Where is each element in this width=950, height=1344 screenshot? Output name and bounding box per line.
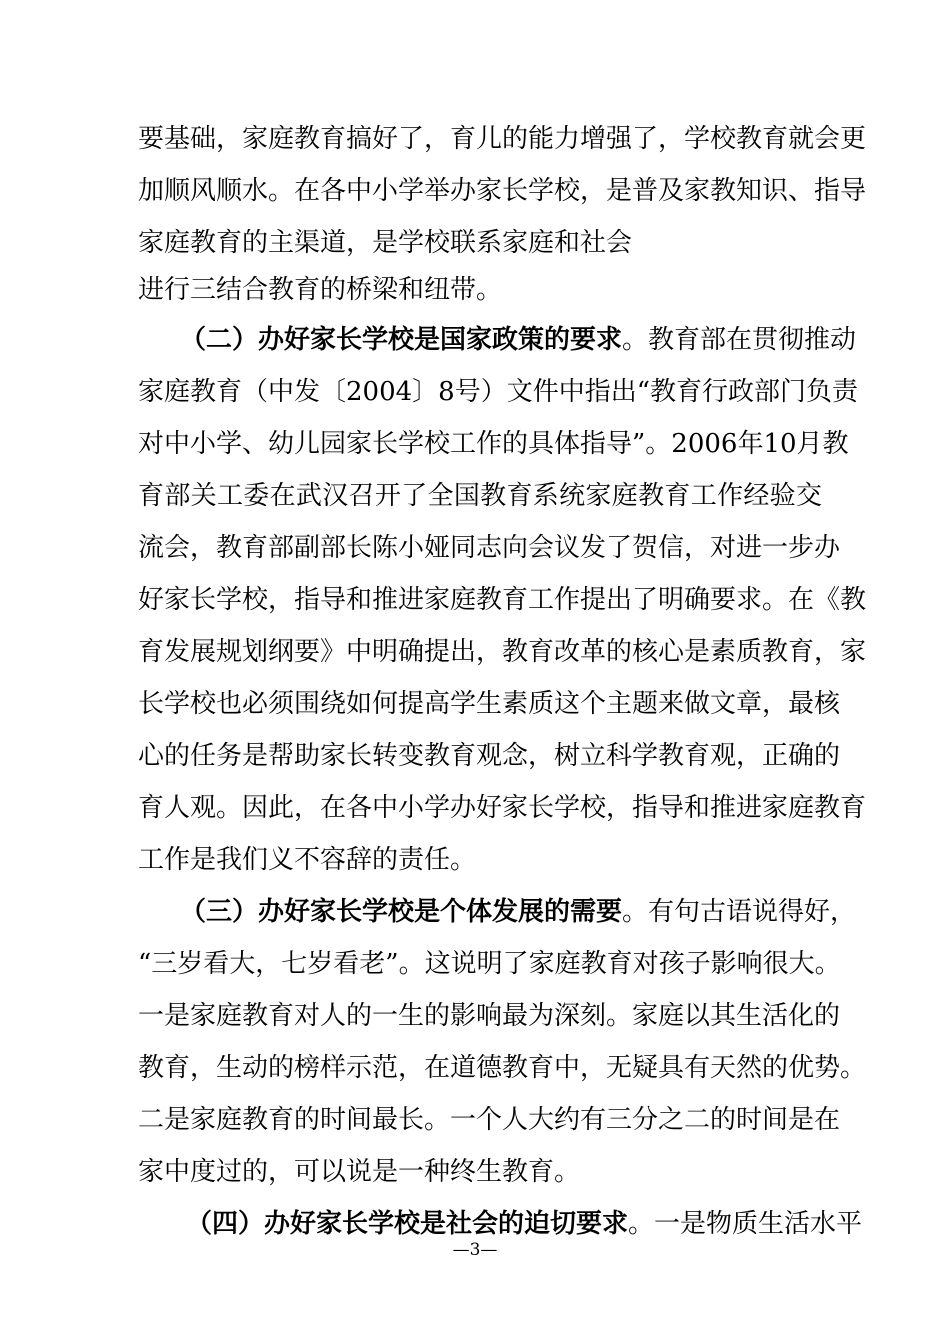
line-text: 二是家庭教育的时间最长。一个人大约有三分之二的时间是在 — [138, 1105, 841, 1135]
line-text: 育发展规划纲要》中明确提出，教育改革的核心是素质教育，家 — [138, 637, 867, 667]
line-text: 一是家庭教育对人的一生的影响最为深刻。家庭以其生活化的 — [138, 1001, 841, 1031]
body-line — [138, 626, 867, 678]
line-text: 好家长学校，指导和推进家庭教育工作提出了明确要求。在《教 — [138, 585, 867, 615]
section-heading-line — [180, 314, 857, 366]
line-text: 家庭教育（中发〔2004〕8号）文件中指出“教育行政部门负责 — [138, 377, 859, 407]
line-text: 心的任务是帮助家长转变教育观念，树立科学教育观，正确的 — [138, 741, 841, 771]
line-text: 流会，教育部副部长陈小娅同志向会议发了贺信，对进一步办 — [138, 533, 841, 563]
body-line — [138, 522, 841, 574]
body-line — [138, 470, 822, 522]
body-line — [138, 165, 867, 217]
body-line — [138, 730, 841, 782]
line-text: 。教育部在贯彻推动 — [622, 325, 857, 355]
line-text: 。一是物质生活水平 — [628, 1209, 863, 1239]
line-text: 家庭教育的主渠道，是学校联系家庭和社会 — [138, 228, 633, 258]
line-text: 。有句古语说得好， — [622, 897, 857, 927]
body-line — [138, 938, 841, 990]
body-line — [138, 678, 841, 730]
line-text: 育部关工委在武汉召开了全国教育系统家庭教育工作经验交 — [138, 481, 822, 511]
body-line — [138, 782, 867, 834]
body-line — [138, 1094, 841, 1146]
body-line — [138, 217, 822, 269]
section-heading-2: （二）办好家长学校是国家政策的要求 — [180, 325, 623, 355]
body-line — [138, 418, 849, 470]
line-text: 育人观。因此，在各中小学办好家长学校，指导和推进家庭教育 — [138, 793, 867, 823]
line-text: 要基础，家庭教育搞好了，育儿的能力增强了，学校教育就会更 — [138, 124, 867, 154]
line-text: 长学校也必须围绕如何提高学生素质这个主题来做文章，最核 — [138, 689, 841, 719]
line-text: 工作是我们义不容辞的责任。 — [138, 845, 477, 875]
body-line — [138, 574, 867, 626]
section-heading-4: （四）办好家长学校是社会的迫切要求 — [186, 1209, 629, 1239]
body-line — [138, 264, 822, 316]
body-line — [138, 834, 822, 886]
body-line — [138, 1042, 867, 1094]
body-line — [138, 366, 859, 418]
section-heading-line — [180, 886, 857, 938]
line-text: 进行三结合教育的桥梁和纽带。 — [138, 275, 503, 305]
line-text: “三岁看大，七岁看老”。这说明了家庭教育对孩子影响很大。 — [138, 949, 841, 979]
line-text: 加顺风顺水。在各中小学举办家长学校，是普及家教知识、指导 — [138, 176, 867, 206]
body-line — [138, 1146, 822, 1198]
body-line — [138, 113, 867, 165]
line-text: 对中小学、幼儿园家长学校工作的具体指导”。2006年10月教 — [138, 429, 849, 459]
line-text: 家中度过的，可以说是一种终生教育。 — [138, 1157, 581, 1187]
section-heading-3: （三）办好家长学校是个体发展的需要 — [180, 897, 623, 927]
line-text: 教育，生动的榜样示范，在道德教育中，无疑具有天然的优势。 — [138, 1053, 867, 1083]
body-line — [138, 990, 841, 1042]
page-number: —3— — [452, 1240, 498, 1260]
